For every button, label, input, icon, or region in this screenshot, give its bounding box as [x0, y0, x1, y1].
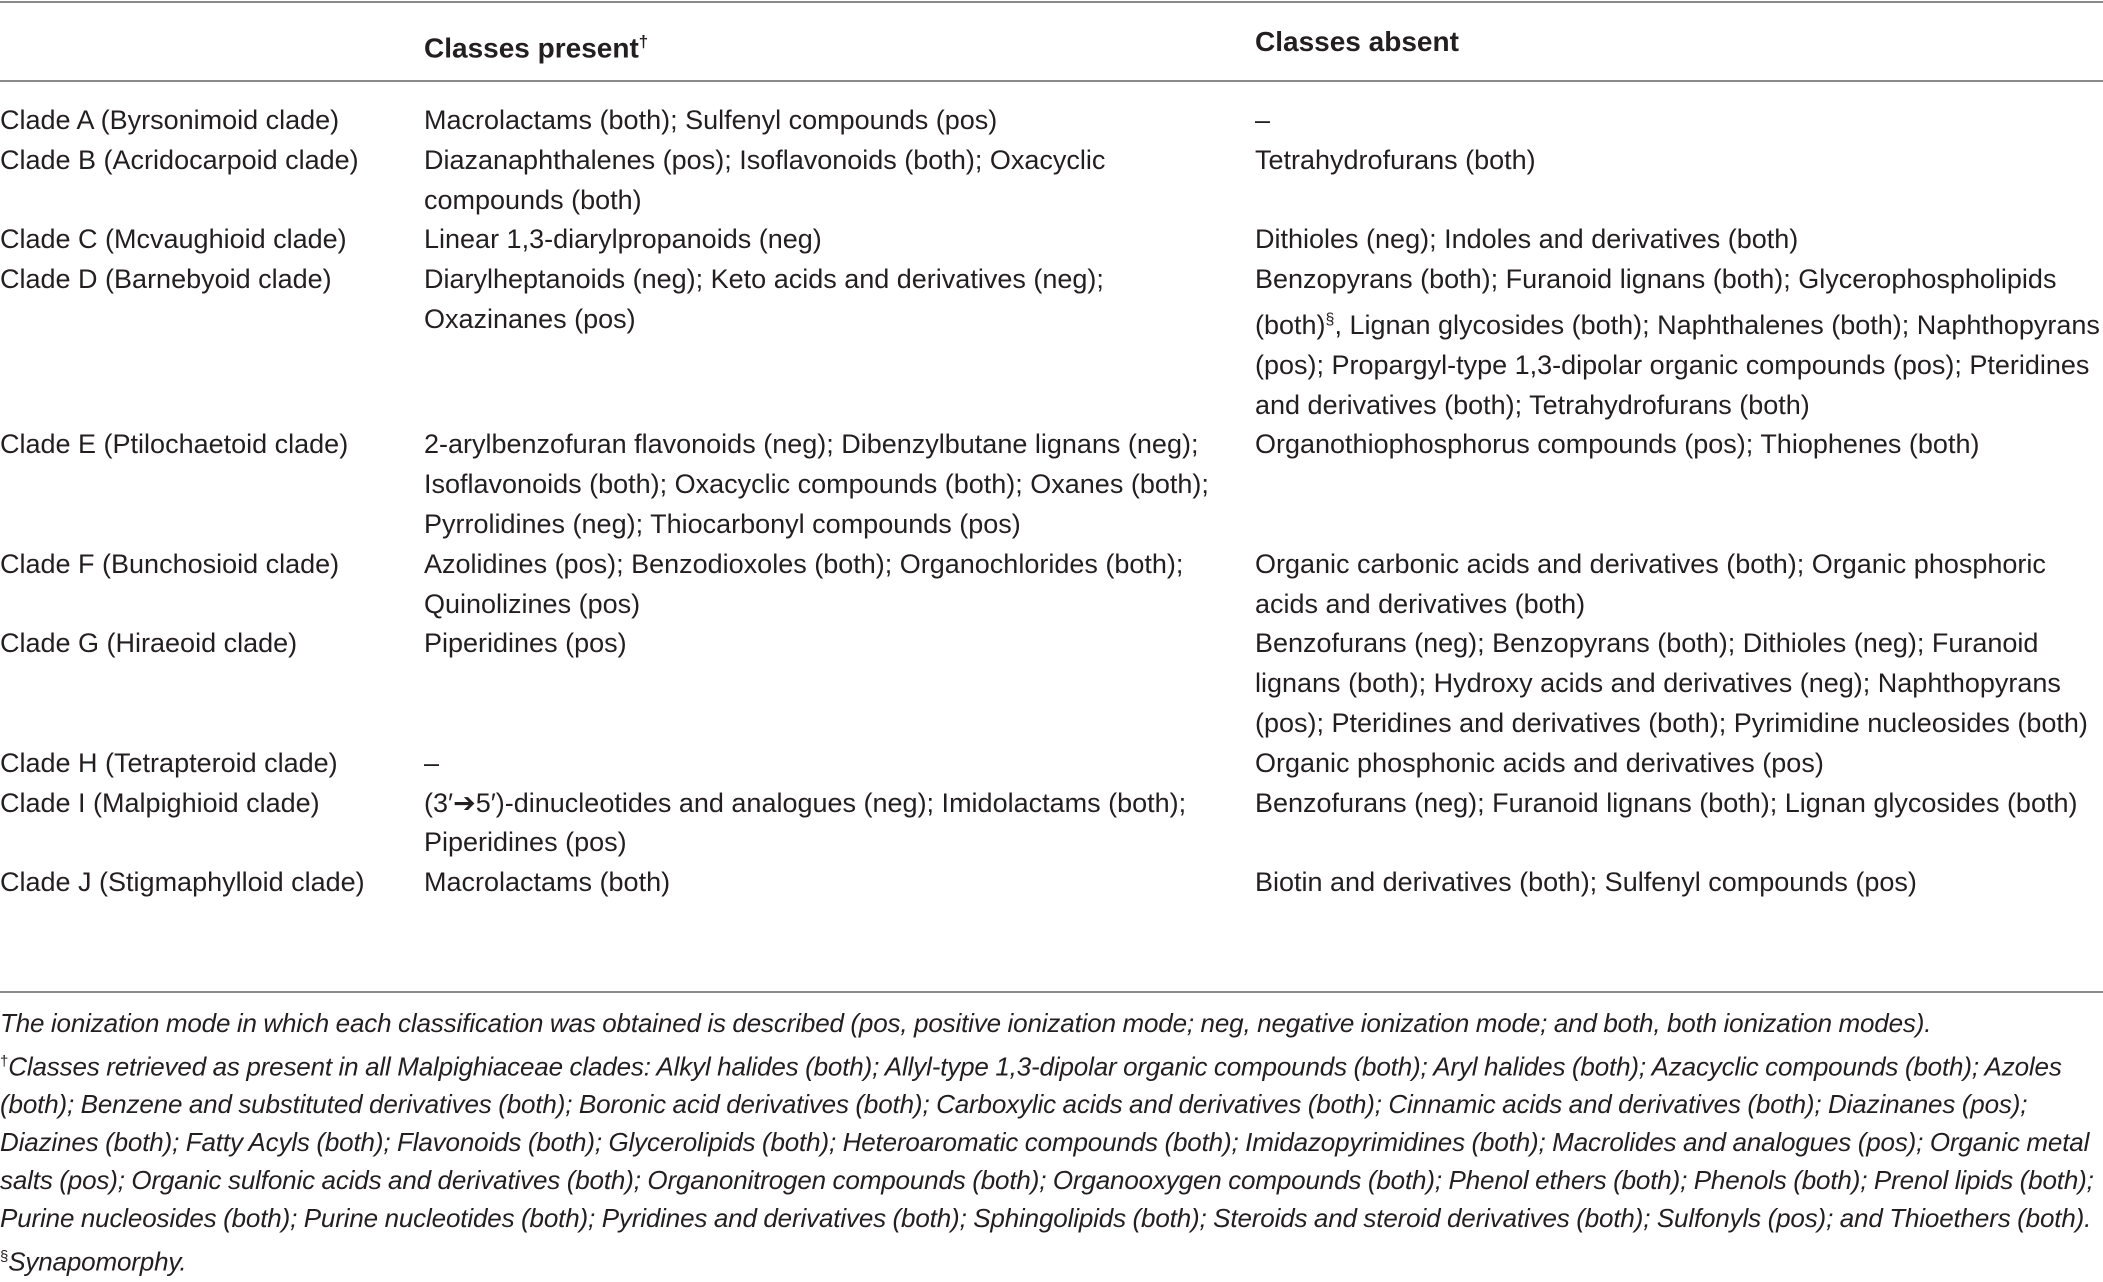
present-cell: –	[424, 747, 440, 778]
footnote-section	[0, 1238, 2103, 1282]
clade-cell: Clade F (Bunchosioid clade)	[0, 548, 340, 579]
absent-cell: Organothiophosphorus compounds (pos); Thiophenes (both)	[1255, 429, 1980, 460]
absent-cell	[1255, 260, 2103, 425]
absent-text-part: Benzopyrans (both); Furanoid lignans (both); Glycerophospholipids (both)	[1255, 264, 2057, 340]
clade-cell: Clade B (Acridocarpoid clade)	[0, 144, 359, 175]
table-row	[0, 784, 2103, 864]
absent-cell: Benzofurans (neg); Benzopyrans (both); Dithioles (neg); Furanoid lignans (both); Hydroxy acids and derivatives (neg); Naphthopyrans (pos); Pteridines and derivatives (both); Pyrimidine nucleosides (both)	[1255, 628, 2088, 738]
header-classes-present: Classes present†	[424, 32, 649, 64]
present-cell: (3′➔5′)-dinucleotides and analogues (neg); Imidolactams (both); Piperidines (pos)	[424, 787, 1187, 858]
present-cell: Linear 1,3-diarylpropanoids (neg)	[424, 224, 822, 255]
table-footnotes	[0, 1005, 2103, 1282]
clade-cell: Clade A (Byrsonimoid clade)	[0, 105, 340, 135]
clade-cell: Clade C (Mcvaughioid clade)	[0, 224, 347, 255]
table-row	[0, 101, 2103, 141]
table-row	[0, 141, 2103, 221]
footnote-dagger-text: Classes retrieved as present in all Malpighiaceae clades: Alkyl halides (both); Allyl-type 1,3-dipolar organic compounds (both); Aryl halides (both); Azacyclic compounds (both); Azoles (both); Benzene and substituted derivatives (both); Boronic acid derivatives (both); Carboxylic acids and derivatives (both); Cinnamic acids and derivatives (both); Diazinanes (pos); Diazines (both); Fatty Acyls (both); Flavonoids (both); Glycerolipids (both); Heteroaromatic compounds (both); Imidazopyrimidines (both); Macrolides and analogues (pos); Organic metal salts (pos); Organic sulfonic acids and derivatives (both); Organonitrogen compounds (both); Organooxygen compounds (both); Phenol ethers (both); Phenols (both); Prenol lipids (both); Purine nucleosides (both); Purine nucleotides (both); Pyridines and derivatives (both); Sphingolipids (both); Steroids and steroid derivatives (both); Sulfonyls (pos); and Thioethers (both).	[0, 1051, 2094, 1234]
present-cell: 2-arylbenzofuran flavonoids (neg); Dibenzylbutane lignans (neg); Isoflavonoids (both); Oxacyclic compounds (both); Oxanes (both); Pyrrolidines (neg); Thiocarbonyl compounds (pos)	[424, 429, 1209, 539]
table-row	[0, 545, 2103, 625]
footnote-ionization: The ionization mode in which each classification was obtained is described (pos, positive ionization mode; neg, negative ionization mode; and both, both ionization modes).	[0, 1008, 1932, 1038]
header-rule	[0, 80, 2103, 82]
table-row	[0, 425, 2103, 544]
section-mark: §	[1325, 310, 1335, 328]
clade-cell: Clade J (Stigmaphylloid clade)	[0, 867, 365, 898]
absent-cell: –	[1255, 105, 1271, 135]
absent-cell: Tetrahydrofurans (both)	[1255, 144, 1536, 175]
header-classes-absent: Classes absent	[1255, 26, 1459, 57]
present-cell: Diarylheptanoids (neg); Keto acids and derivatives (neg); Oxazinanes (pos)	[424, 264, 1104, 334]
present-cell: Azolidines (pos); Benzodioxoles (both); Organochlorides (both); Quinolizines (pos)	[424, 548, 1184, 619]
dagger-mark: †	[638, 32, 649, 51]
absent-cell: Dithioles (neg); Indoles and derivatives (both)	[1255, 224, 1799, 255]
clade-cell: Clade D (Barnebyoid clade)	[0, 264, 332, 295]
footnote-dagger	[0, 1043, 2103, 1238]
absent-cell: Benzofurans (neg); Furanoid lignans (both); Lignan glycosides (both)	[1255, 787, 2078, 818]
clade-cell: Clade H (Tetrapteroid clade)	[0, 747, 338, 778]
table-row	[0, 744, 2103, 784]
table-row	[0, 220, 2103, 260]
bottom-rule	[0, 991, 2103, 993]
table-body	[0, 101, 2103, 903]
table-row	[0, 624, 2103, 743]
absent-text-part: , Lignan glycosides (both); Naphthalenes (both); Naphthopyrans (pos); Propargyl-type 1,3-dipolar organic compounds (pos); Pteridines and derivatives (both); Tetrahydrofurans (both)	[1255, 309, 2100, 420]
table-row	[0, 260, 2103, 425]
absent-cell: Biotin and derivatives (both); Sulfenyl compounds (pos)	[1255, 867, 1917, 898]
present-cell: Piperidines (pos)	[424, 628, 627, 659]
table-row	[0, 863, 2103, 903]
footnote-section-text: Synapomorphy.	[8, 1246, 187, 1277]
clade-cell: Clade E (Ptilochaetoid clade)	[0, 429, 349, 460]
dagger-mark: †	[0, 1052, 9, 1070]
clade-cell: Clade I (Malpighioid clade)	[0, 787, 320, 818]
section-mark: §	[0, 1248, 9, 1266]
absent-cell: Organic carbonic acids and derivatives (both); Organic phosphoric acids and derivatives (both)	[1255, 548, 2046, 619]
present-cell: Macrolactams (both)	[424, 867, 671, 898]
present-cell: Diazanaphthalenes (pos); Isoflavonoids (both); Oxacyclic compounds (both)	[424, 144, 1106, 215]
absent-cell: Organic phosphonic acids and derivatives (pos)	[1255, 747, 1824, 778]
clade-cell: Clade G (Hiraeoid clade)	[0, 628, 298, 659]
present-cell: Macrolactams (both); Sulfenyl compounds (pos)	[424, 105, 998, 135]
top-rule	[0, 1, 2103, 3]
